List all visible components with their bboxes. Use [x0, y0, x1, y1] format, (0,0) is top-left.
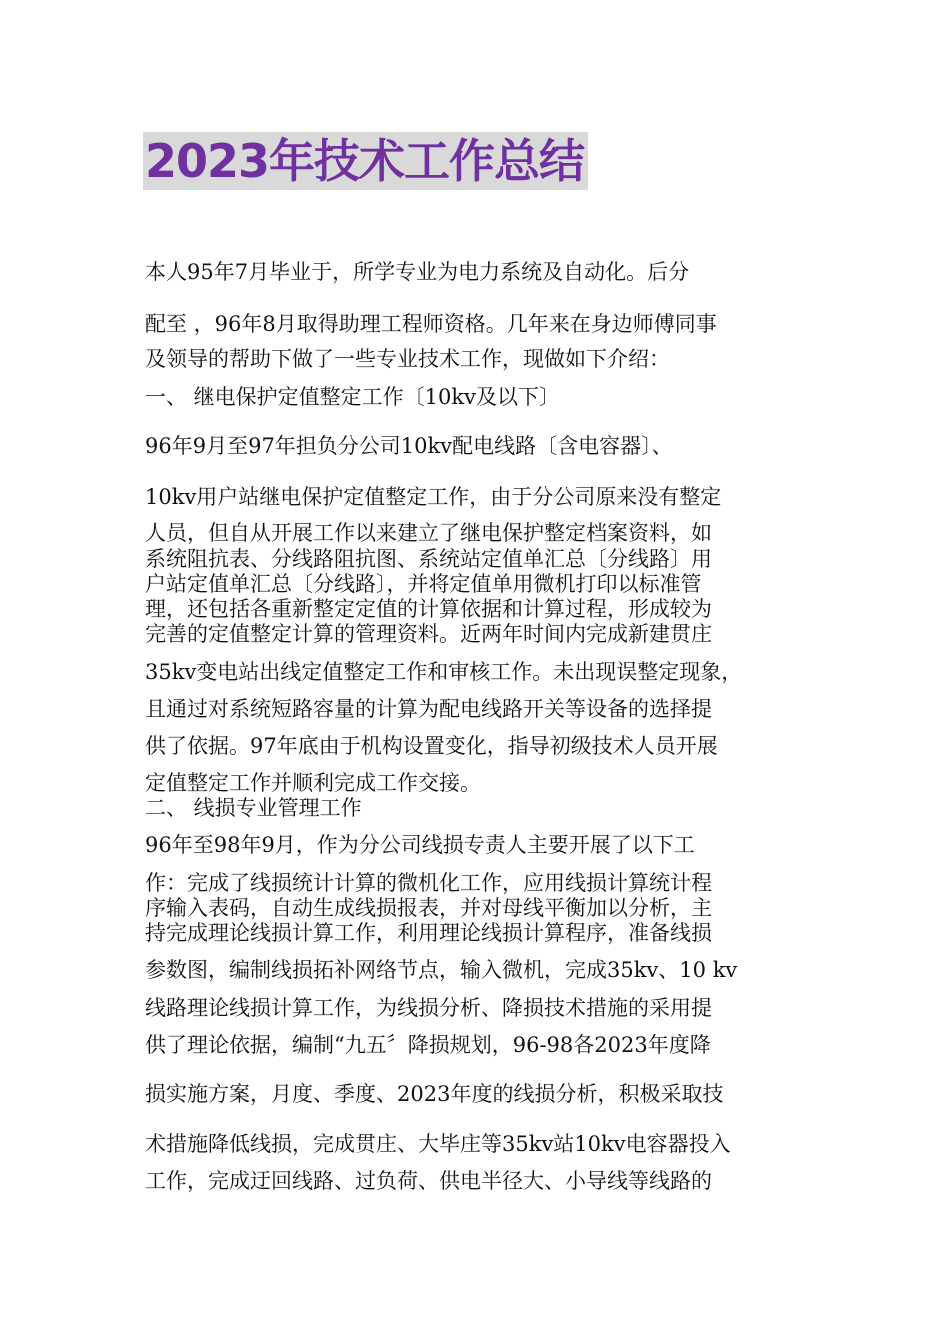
- body-line: 10kv用户站继电保护定值整定工作，由于分公司原来没有整定: [145, 485, 722, 509]
- body-line: 参数图，编制线损拓补网络节点，输入微机，完成35kv、10 kv: [145, 958, 738, 982]
- body-line: 且通过对系统短路容量的计算为配电线路开关等设备的选择提: [145, 697, 712, 721]
- body-line: 理，还包括各重新整定定值的计算依据和计算过程，形成较为: [145, 597, 712, 621]
- body-line: 工作，完成迂回线路、过负荷、供电半径大、小导线等线路的: [145, 1169, 712, 1193]
- body-line: 96年至98年9月，作为分公司线损专责人主要开展了以下工: [145, 833, 695, 857]
- body-line: 配至 ，96年8月取得助理工程师资格。几年来在身边师傅同事: [145, 312, 717, 336]
- section-heading: 二、 线损专业管理工作: [145, 796, 362, 820]
- body-line: 完善的定值整定计算的管理资料。近两年时间内完成新建贯庄: [145, 622, 712, 646]
- body-line: 供了依据。97年底由于机构设置变化，指导初级技术人员开展: [145, 734, 718, 758]
- body-line: 供了理论依据，编制“九五〞降损规划，96-98各2023年度降: [145, 1033, 711, 1057]
- body-line: 术措施降低线损，完成贯庄、大毕庄等35kv站10kv电容器投入: [145, 1132, 731, 1156]
- body-line: 户站定值单汇总〔分线路〕，并将定值单用微机打印以标准管: [145, 572, 702, 596]
- body-line: 损实施方案，月度、季度、2023年度的线损分析，积极采取技: [145, 1082, 724, 1106]
- body-line: 96年9月至97年担负分公司10kv配电线路〔含电容器〕、: [145, 434, 673, 458]
- section-heading: 一、 继电保护定值整定工作〔10kv及以下〕: [145, 385, 560, 409]
- body-line: 及领导的帮助下做了一些专业技术工作，现做如下介绍：: [145, 347, 670, 371]
- body-line: 人员，但自从开展工作以来建立了继电保护整定档案资料，如: [145, 521, 712, 545]
- body-line: 35kv变电站出线定值整定工作和审核工作。未出现误整定现象，: [145, 660, 743, 684]
- body-line: 定值整定工作并顺利完成工作交接。: [145, 771, 481, 795]
- body-line: 作：完成了线损统计计算的微机化工作，应用线损计算统计程: [145, 871, 712, 895]
- body-line: 序输入表码，自动生成线损报表，并对母线平衡加以分析，主: [145, 896, 712, 920]
- body-line: 持完成理论线损计算工作，利用理论线损计算程序，准备线损: [145, 921, 712, 945]
- body-line: 系统阻抗表、分线路阻抗图、系统站定值单汇总〔分线路〕用: [145, 547, 712, 571]
- body-line: 线路理论线损计算工作，为线损分析、降损技术措施的采用提: [145, 996, 712, 1020]
- document-title: 2023年技术工作总结: [143, 132, 588, 190]
- body-line: 本人95年7月毕业于，所学专业为电力系统及自动化。后分: [145, 260, 690, 284]
